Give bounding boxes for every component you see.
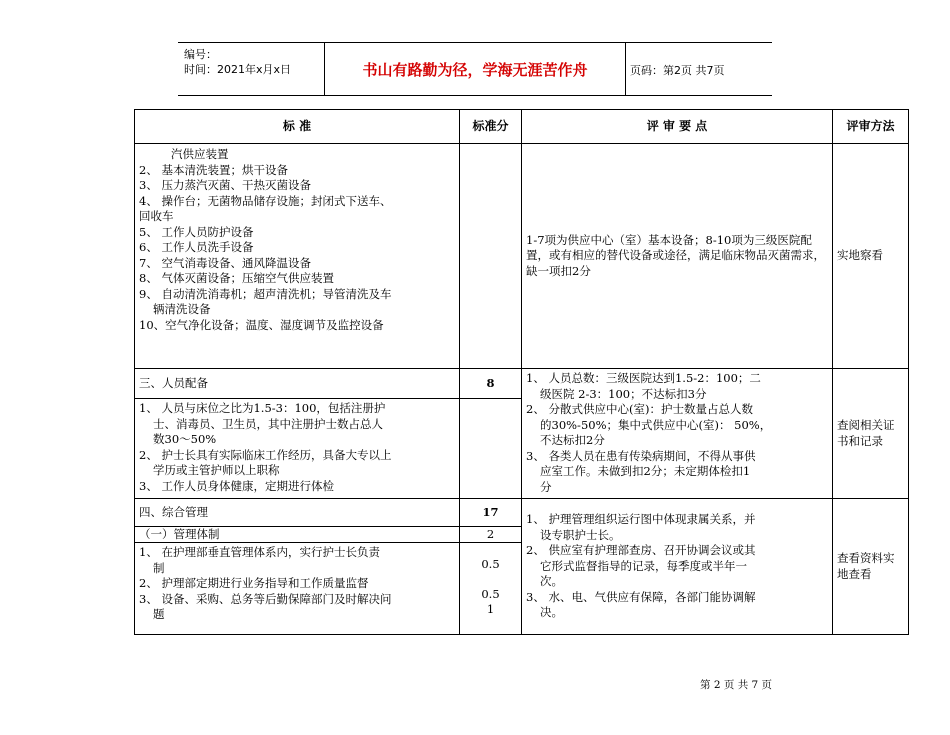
points-line: 设专职护士长。 [540,527,621,542]
standard-line: 1、 人员与床位之比为1.5-3：100，包括注册护 [139,401,386,415]
section-score: 8 [460,369,522,399]
number-label: 编号： [184,48,217,61]
header-standard: 标 准 [135,110,460,144]
item-score: 0.5 [481,557,500,571]
header-score: 标准分 [460,110,522,144]
points-line: 级医院 2-3：100；不达标扣3分 [540,386,707,401]
standard-line: 数30～50% [153,432,217,446]
standard-line: 回收车 [139,209,174,223]
standard-line: 汽供应装置 [171,147,229,161]
method-cell: 查看资料实地查看 [833,499,909,635]
time-label: 时间：2021年x月x日 [184,63,292,76]
standard-line: 辆清洗设备 [153,302,211,316]
standard-cell [135,543,460,635]
table-row [135,369,909,399]
standard-line: 制 [153,560,165,575]
page-label: 页码：第2页 共7页 [630,64,725,77]
page-header [178,42,772,96]
standard-line: 10、空气净化设备；温度、湿度调节及监控设备 [139,317,384,332]
points-line: 1、 护理管理组织运行图中体现隶属关系，并 [526,512,756,527]
standard-line: 8、 气体灭菌设备；压缩空气供应装置 [139,271,334,285]
points-line: 3、 各类人员在患有传染病期间，不得从事供 [526,448,756,463]
points-line: 它形式监督指导的记录，每季度或半年一 [540,558,747,573]
standard-line: 3、 设备、采购、总务等后勤保障部门及时解决问 [139,591,392,606]
standard-line: 7、 空气消毒设备、通风降温设备 [139,255,311,270]
points-line: 不达标扣2分 [540,433,605,447]
points-cell: 1-7项为供应中心（室）基本设备；8-10项为三级医院配置，或有相应的替代设备或途径，满足临床物品灭菌需求，缺一项扣2分 [522,144,833,369]
score-cell [460,144,522,369]
standard-line: 2、 护士长具有实际临床工作经历，具备大专以上 [139,447,392,462]
page-footer: 第 2 页 共 7 页 [700,679,773,691]
standard-line: 2、 护理部定期进行业务指导和工作质量监督 [139,576,369,590]
points-line: 2、 分散式供应中心(室)：护士数量占总人数 [526,402,753,416]
points-line: 分 [540,479,552,494]
standard-line: 9、 自动清洗消毒机；超声清洗机；导管清洗及车 [139,286,392,301]
standards-table [134,109,909,635]
table-header-row [135,110,909,144]
subsection-score: 2 [460,527,522,543]
points-line: 应室工作。未做到扣2分；未定期体检扣1 [540,464,751,478]
standard-line: 题 [153,607,165,621]
section-title: 四、综合管理 [135,499,460,527]
header-points: 评 审 要 点 [522,110,833,144]
item-scores-cell [460,543,522,635]
standard-cell [135,144,460,369]
method-cell: 实地察看 [833,144,909,369]
item-score: 1 [486,602,495,616]
score-cell [460,399,522,499]
section-score: 17 [460,499,522,527]
standard-line: 2、 基本清洗装置；烘干设备 [139,162,288,177]
points-cell [522,499,833,635]
points-line: 次。 [540,574,563,589]
standard-line: 学历或主管护师以上职称 [153,463,280,477]
standard-line: 士、消毒员、卫生员，其中注册护士数占总人 [153,416,383,431]
header-method: 评审方法 [833,110,909,144]
standard-line: 3、 工作人员身体健康，定期进行体检 [139,478,334,493]
points-line: 2、 供应室有护理部查房、召开协调会议或其 [526,543,756,558]
standard-line: 1、 在护理部垂直管理体系内，实行护士长负责 [139,545,380,559]
points-line: 决。 [540,605,563,620]
item-score: 0.5 [481,586,500,601]
standard-line: 4、 操作台；无菌物品储存设施；封闭式下送车、 [139,193,392,208]
points-line: 的30%-50%；集中式供应中心(室)： 50%， [540,417,772,432]
points-cell [522,369,833,499]
section-title: 三、人员配备 [135,369,460,399]
subsection-title: （一）管理体制 [135,527,460,543]
points-line: 1、 人员总数：三级医院达到1.5-2：100；二 [526,371,761,385]
standard-cell [135,399,460,499]
standard-line: 5、 工作人员防护设备 [139,224,254,239]
table-row [135,144,909,369]
standard-line: 3、 压力蒸汽灭菌、干热灭菌设备 [139,178,311,192]
motto: 书山有路勤为径，学海无涯苦作舟 [324,43,626,95]
header-meta [184,47,291,77]
method-cell: 查阅相关证书和记录 [833,369,909,499]
points-line: 3、 水、电、气供应有保障，各部门能协调解 [526,589,756,604]
table-row [135,499,909,527]
standard-line: 6、 工作人员洗手设备 [139,240,254,254]
